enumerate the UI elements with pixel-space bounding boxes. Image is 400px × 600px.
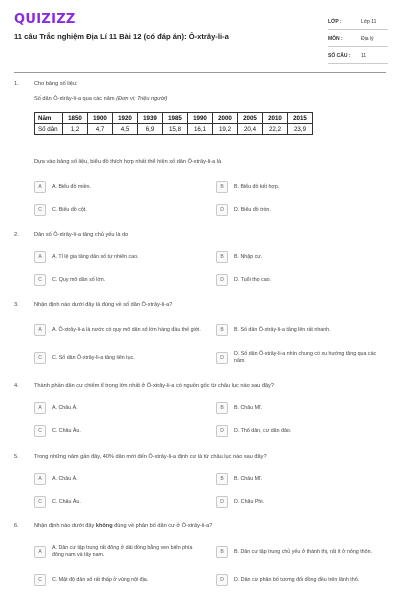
header-divider: [14, 72, 386, 73]
option-text: B. Châu Mĩ.: [234, 475, 262, 482]
question-text: Cho bảng số liệu:: [34, 81, 78, 87]
table-cell: 1,2: [63, 124, 88, 135]
table-header-cell: 2010: [263, 113, 288, 124]
option-text: C. Quy mô dân số lớn.: [52, 276, 106, 283]
table-header-cell: Năm: [35, 113, 63, 124]
question-number: 1.: [14, 81, 19, 87]
option-text: C. Châu Âu.: [52, 427, 81, 434]
option-text: D. Số dân Ô-xtrây-li-a nhìn chung có xu hướng tăng qua các năm.: [234, 351, 377, 364]
option-text: A. Châu Á.: [52, 404, 78, 411]
worksheet-meta: [328, 15, 388, 66]
option-letter: C: [34, 274, 46, 286]
table-cell: 22,2: [263, 124, 288, 135]
option-letter: A: [34, 251, 46, 263]
question-stem: Dựa vào bảng số liệu, biểu đồ thích hợp nhất thể hiện số dân Ô-xtrây-li-a là: [34, 159, 222, 165]
option-letter: C: [34, 352, 46, 364]
option-letter: A: [34, 181, 46, 193]
question-number: 3.: [14, 302, 19, 308]
table-cell: 23,9: [288, 124, 313, 135]
answer-option-d[interactable]: [216, 348, 386, 368]
answer-option-a[interactable]: [34, 180, 204, 194]
option-letter: A: [34, 473, 46, 485]
option-letter: D: [216, 274, 228, 286]
answer-option-a[interactable]: [34, 472, 204, 486]
option-text: A. Biểu đồ miền.: [52, 183, 91, 190]
answer-option-d[interactable]: [216, 495, 386, 509]
option-letter: C: [34, 204, 46, 216]
answer-option-b[interactable]: [216, 320, 386, 340]
table-header-cell: 2000: [213, 113, 238, 124]
table-header-cell: 2015: [288, 113, 313, 124]
table-caption: [34, 96, 167, 102]
subject-label: MÔN :: [328, 36, 343, 42]
table-cell: 16,1: [188, 124, 213, 135]
option-text: B. Số dân Ô-xtrây-li-a tăng lên rất nhanh.: [234, 326, 331, 333]
option-text: D. Châu Phi.: [234, 498, 265, 505]
question-number: 2.: [14, 232, 19, 238]
question-text: Dân số Ô-xtrây-li-a tăng chủ yếu là do: [34, 232, 129, 238]
table-caption-unit: (Đơn vị: Triệu người): [116, 96, 168, 102]
answer-option-b[interactable]: [216, 250, 386, 264]
option-text: B. Châu Mĩ.: [234, 404, 262, 411]
answer-option-a[interactable]: [34, 250, 204, 264]
option-text: D. Biểu đồ tròn.: [234, 206, 271, 213]
question-number: 5.: [14, 454, 19, 460]
option-letter: C: [34, 425, 46, 437]
question-text: Thành phần dân cư chiếm tỉ trọng lớn nhất ở Ô-xtrây-li-a có nguồn gốc từ châu lục nào sau đây?: [34, 383, 274, 389]
answer-option-c[interactable]: [34, 348, 204, 368]
answer-option-b[interactable]: [216, 180, 386, 194]
class-row: [328, 15, 388, 30]
option-letter: C: [34, 496, 46, 508]
worksheet-title: 11 câu Trắc nghiệm Địa Lí 11 Bài 12 (có đáp án): Ô-xtrây-li-a: [14, 32, 229, 41]
class-value: Lớp 11: [361, 19, 377, 25]
answer-option-c[interactable]: [34, 424, 204, 438]
question-text-before: Nhận định nào dưới đây: [34, 523, 96, 529]
option-text: A. Dân cư tập trung rất đông ở dải đồng bằng ven biển phía đông nam và tây nam.: [52, 545, 193, 558]
option-letter: A: [34, 546, 46, 558]
option-letter: D: [216, 574, 228, 586]
option-text: B. Dân cư tập trung chủ yếu ở thành thị, rất ít ở nông thôn.: [234, 548, 372, 555]
option-text: A. Tỉ lệ gia tăng dân số tự nhiên cao.: [52, 253, 139, 260]
answer-option-c[interactable]: [34, 273, 204, 287]
question-text: Nhận định nào dưới đây là đúng về số dân Ô-xtrây-li-a?: [34, 302, 173, 308]
option-text: C. Mật độ dân số rất thấp ở vùng nội địa.: [52, 576, 149, 583]
answer-option-a[interactable]: [34, 401, 204, 415]
answer-option-b[interactable]: [216, 401, 386, 415]
table-data-row: [35, 124, 313, 135]
class-label: LỚP :: [328, 19, 342, 25]
population-table: [34, 112, 313, 135]
answer-option-a[interactable]: [34, 542, 204, 562]
table-header-cell: 1985: [163, 113, 188, 124]
answer-option-a[interactable]: [34, 320, 204, 340]
table-cell: 4,7: [88, 124, 113, 135]
option-text: A. Ô-xtrây-li-a là nước có quy mô dân số lớn hàng đầu thế giới.: [52, 326, 201, 333]
answer-option-c[interactable]: [34, 570, 204, 590]
answer-option-b[interactable]: [216, 542, 386, 562]
option-text: D. Dân cư phân bố tương đối đồng đều trên lãnh thổ.: [234, 576, 360, 583]
option-text: B. Nhập cư.: [234, 253, 263, 260]
question-text-emphasis: không: [95, 523, 113, 529]
subject-value: Địa lý: [361, 36, 374, 42]
table-row-header: Số dân: [35, 124, 63, 135]
option-text: B. Biểu đồ kết hợp.: [234, 183, 280, 190]
option-letter: B: [216, 324, 228, 336]
table-cell: 4,5: [113, 124, 138, 135]
question-count-value: 11: [361, 53, 367, 59]
option-letter: B: [216, 546, 228, 558]
option-letter: D: [216, 425, 228, 437]
table-header-row: [35, 113, 313, 124]
question-text: Trong những năm gần đây, 40% dân mới đến Ô-xtrây-li-a định cư là từ châu lục nào sau đây?: [34, 454, 267, 460]
answer-option-b[interactable]: [216, 472, 386, 486]
answer-option-d[interactable]: [216, 203, 386, 217]
table-cell: 6,9: [138, 124, 163, 135]
answer-option-c[interactable]: [34, 495, 204, 509]
option-letter: D: [216, 204, 228, 216]
option-text: D. Tuổi thọ cao.: [234, 276, 272, 283]
table-cell: 19,2: [213, 124, 238, 135]
answer-option-c[interactable]: [34, 203, 204, 217]
answer-option-d[interactable]: [216, 570, 386, 590]
option-letter: C: [34, 574, 46, 586]
table-cell: 15,8: [163, 124, 188, 135]
table-header-cell: 1939: [138, 113, 163, 124]
option-letter: D: [216, 496, 228, 508]
answer-option-d[interactable]: [216, 273, 386, 287]
option-text: C. Châu Âu.: [52, 498, 81, 505]
table-cell: 20,4: [238, 124, 263, 135]
question-count-label: SỐ CÂU :: [328, 53, 351, 59]
option-letter: B: [216, 181, 228, 193]
table-header-cell: 2005: [238, 113, 263, 124]
option-letter: B: [216, 473, 228, 485]
option-letter: D: [216, 352, 228, 364]
quizizz-logo: QUIZIZZ: [14, 12, 76, 27]
option-text: A. Châu Á.: [52, 475, 78, 482]
option-text: C. Số dân Ô-xtrây-li-a tăng liên tục.: [52, 354, 135, 361]
option-letter: B: [216, 402, 228, 414]
table-header-cell: 1850: [63, 113, 88, 124]
table-caption-main: Số dân Ô-xtrây-li-a qua các năm: [34, 96, 117, 102]
question-number: 4.: [14, 383, 19, 389]
table-header-cell: 1920: [113, 113, 138, 124]
table-header-cell: 1900: [88, 113, 113, 124]
question-text: [34, 523, 384, 530]
question-count-row: [328, 49, 388, 64]
table-header-cell: 1990: [188, 113, 213, 124]
option-letter: A: [34, 402, 46, 414]
option-text: D. Thổ dân, cư dân đảo.: [234, 427, 292, 434]
answer-option-d[interactable]: [216, 424, 386, 438]
question-number: 6.: [14, 523, 19, 529]
option-letter: A: [34, 324, 46, 336]
subject-row: [328, 32, 388, 47]
option-text: C. Biểu đồ cột.: [52, 206, 87, 213]
question-text-after: đúng về phân bố dân cư ở Ô-xtrây-li-a?: [112, 523, 213, 529]
option-letter: B: [216, 251, 228, 263]
